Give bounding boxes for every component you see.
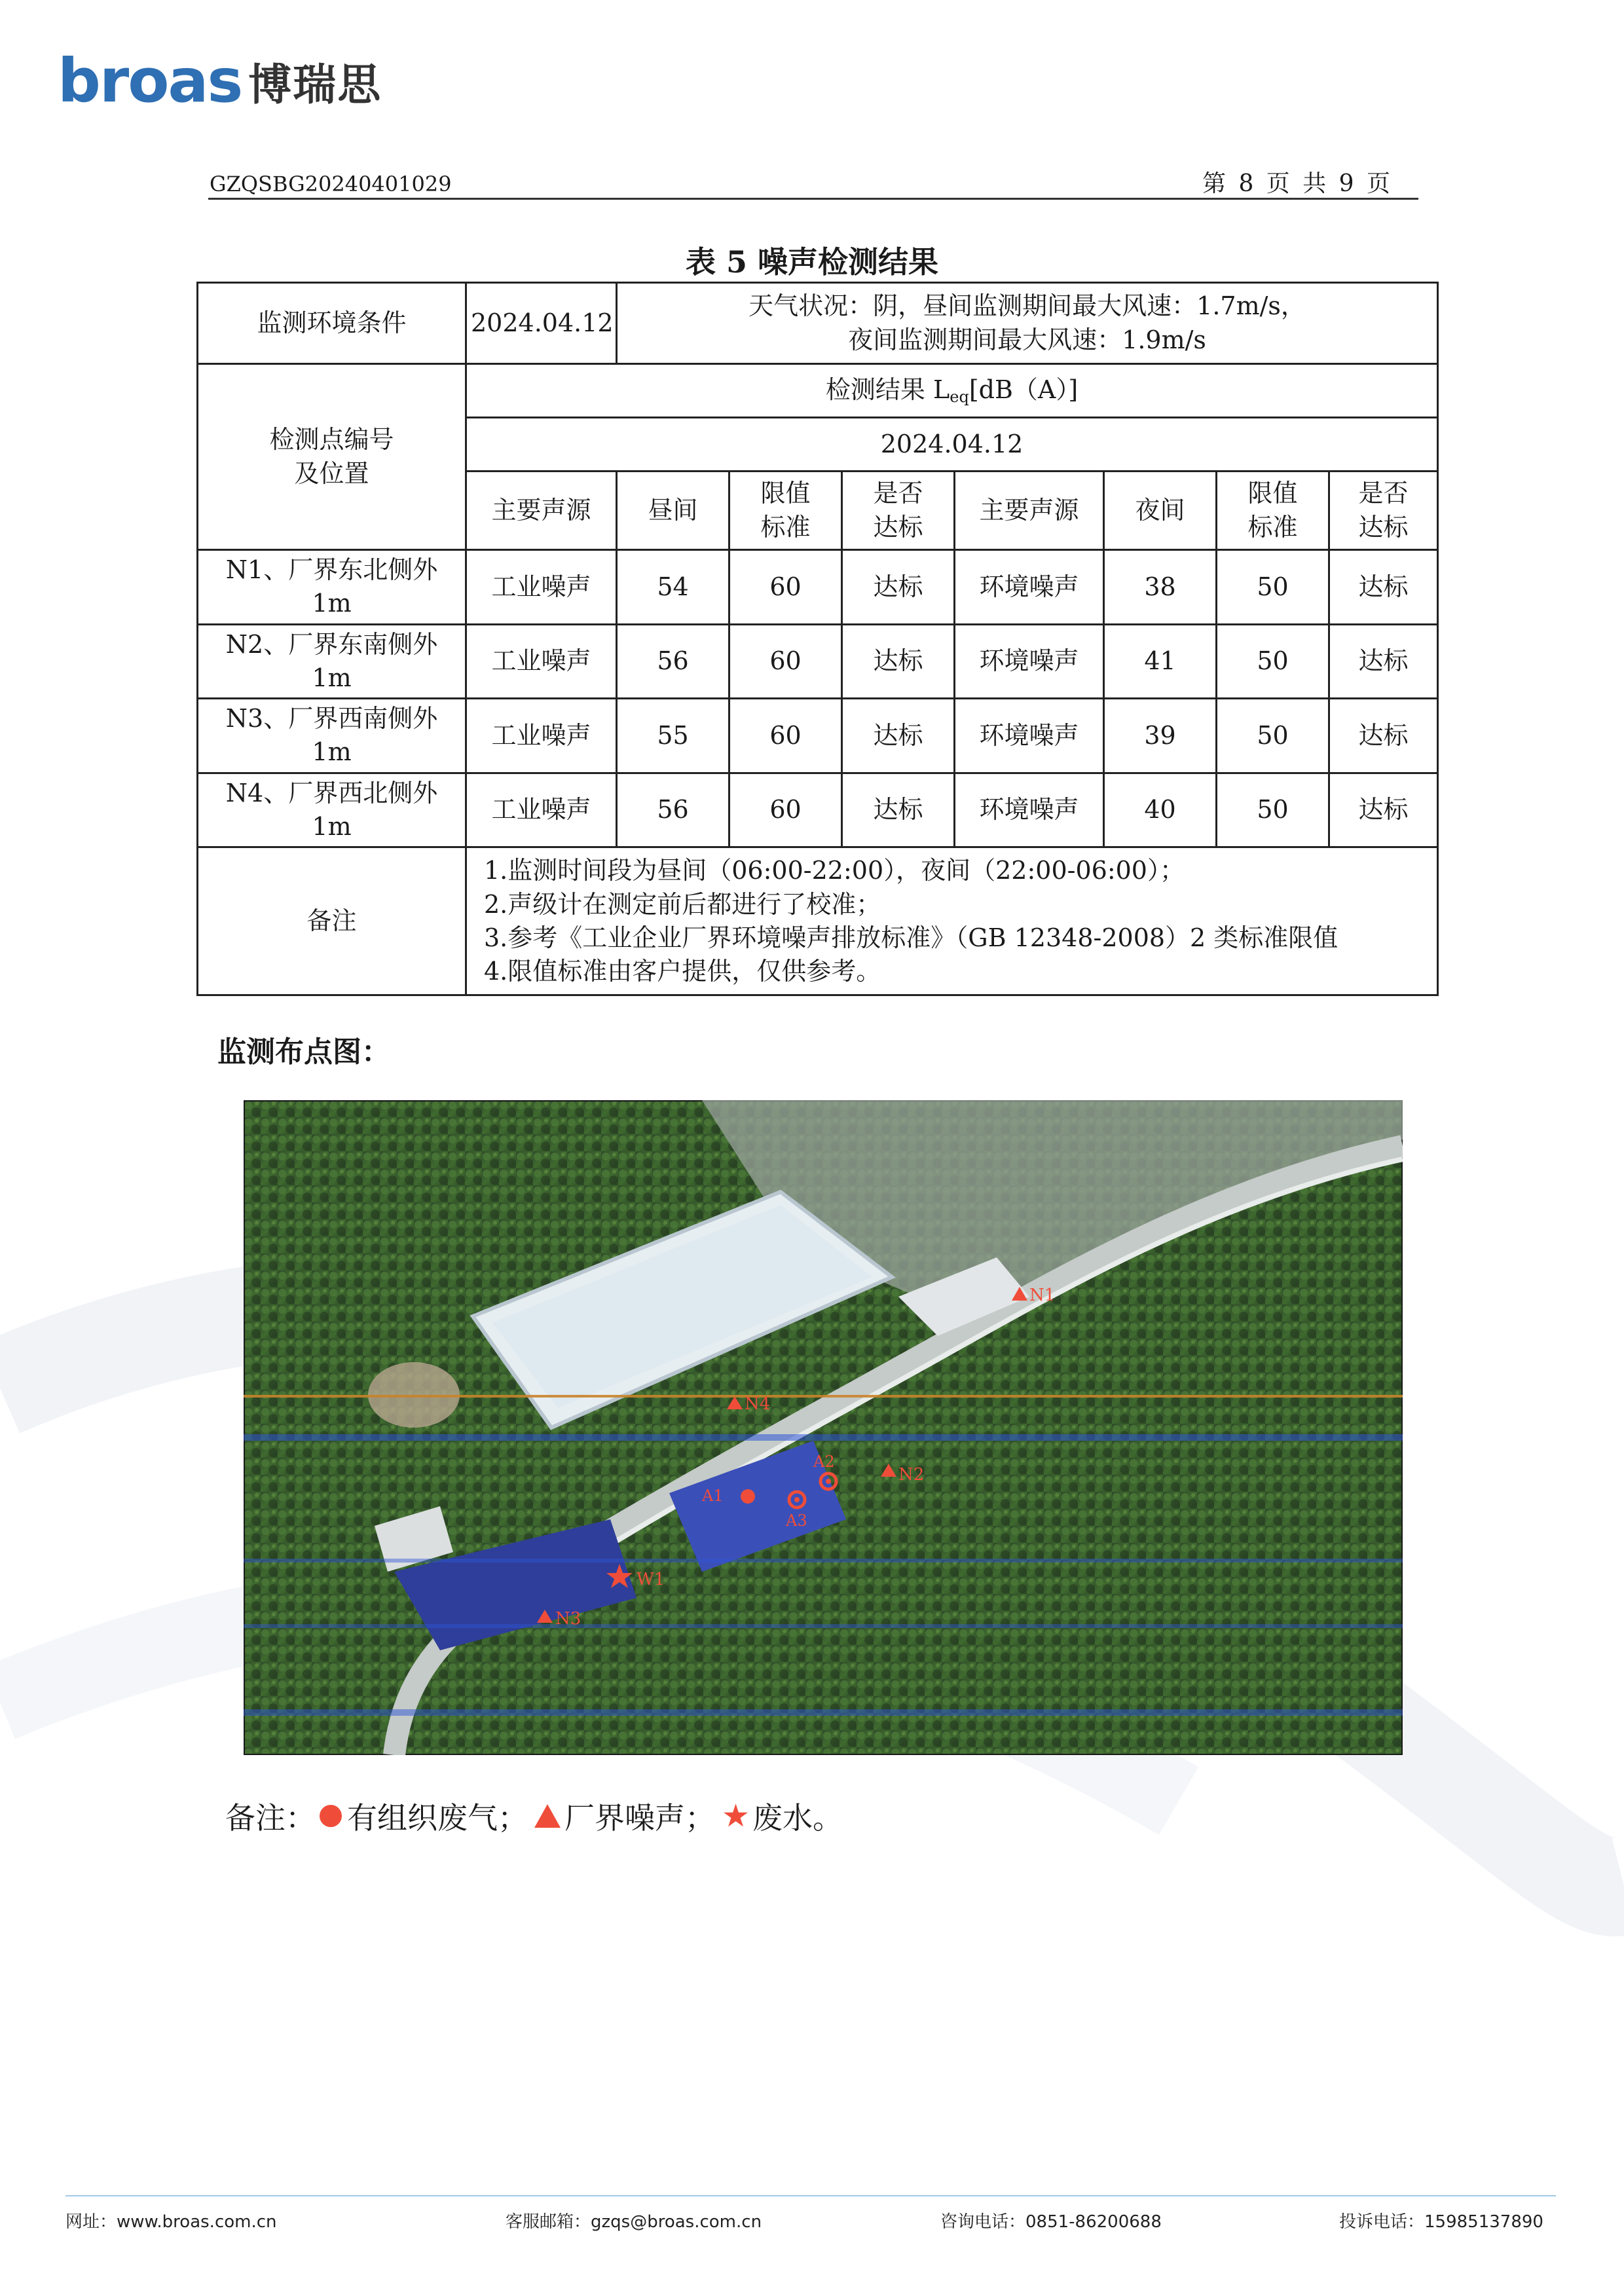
- map-legend: [225, 1794, 843, 1838]
- col-limit-day-2: 标准: [760, 512, 811, 542]
- night-value: 38: [1104, 550, 1217, 625]
- night-value: 40: [1104, 773, 1217, 847]
- meet-night-value: 达标: [1329, 624, 1438, 699]
- table-row: [198, 624, 1438, 699]
- result-header-row: [198, 364, 1438, 418]
- water-star-icon: ★: [722, 1798, 750, 1834]
- result-label-prefix: 检测结果 L: [825, 375, 950, 405]
- col-meet-night-2: 达标: [1358, 512, 1409, 542]
- col-night: 夜间: [1104, 472, 1217, 550]
- notes-cell: [466, 847, 1438, 995]
- marker-label-a3: A3: [786, 1511, 807, 1530]
- point-header-line-1: 检测点编号: [269, 425, 394, 454]
- point-distance: 1m: [312, 589, 352, 618]
- source-day-cell: 工业噪声: [466, 773, 617, 847]
- marker-label-a1: A1: [702, 1487, 724, 1505]
- marker-label-a2: A2: [813, 1453, 835, 1471]
- footer-website: 网址：www.broas.com.cn: [65, 2212, 277, 2232]
- day-value: 55: [617, 699, 729, 773]
- note-2: 2.声级计在测定前后都进行了校准；: [484, 889, 881, 919]
- monitoring-map-image: [244, 1100, 1403, 1755]
- source-night-cell: 环境噪声: [955, 699, 1104, 773]
- col-limit-day-1: 限值: [760, 479, 811, 508]
- day-value: 54: [617, 550, 729, 625]
- gas-dot-icon: [320, 1805, 342, 1827]
- marker-label-n2: N2: [898, 1465, 925, 1485]
- point-cell: [198, 624, 466, 699]
- col-meet-day-2: 达标: [873, 512, 923, 542]
- meet-night-value: 达标: [1329, 550, 1438, 625]
- logo-chinese-text: 博瑞思: [248, 60, 382, 110]
- limit-day-value: 60: [729, 624, 842, 699]
- result-header: [466, 364, 1438, 418]
- company-logo: [58, 46, 382, 116]
- point-cell: [198, 699, 466, 773]
- weather-line-2: 夜间监测期间最大风速：1.9m/s: [848, 325, 1206, 354]
- note-1: 1.监测时间段为昼间（06:00-22:00），夜间（22:00-06:00）；: [484, 856, 1185, 885]
- point-distance: 1m: [312, 737, 352, 767]
- layout-map-title: 监测布点图：: [217, 1035, 390, 1069]
- limit-day-value: 60: [729, 550, 842, 625]
- limit-night-value: 50: [1217, 699, 1329, 773]
- col-meet-night-1: 是否: [1358, 479, 1409, 508]
- legend-noise: 厂界噪声；: [564, 1800, 715, 1836]
- table-row: [198, 773, 1438, 847]
- meet-night-value: 达标: [1329, 699, 1438, 773]
- notes-row: [198, 847, 1438, 995]
- footer-email: 客服邮箱：gzqs@broas.com.cn: [506, 2212, 762, 2232]
- page-number: 第 8 页 共 9 页: [1202, 170, 1393, 197]
- legend-water: 废水。: [752, 1800, 843, 1836]
- col-source-day: 主要声源: [466, 472, 617, 550]
- notes-label: 备注: [198, 847, 466, 995]
- meet-day-value: 达标: [842, 550, 955, 625]
- marker-label-n1: N1: [1029, 1286, 1056, 1305]
- limit-day-value: 60: [729, 773, 842, 847]
- col-limit-night-1: 限值: [1247, 479, 1298, 508]
- meet-day-value: 达标: [842, 773, 955, 847]
- col-limit-night-2: 标准: [1247, 512, 1298, 542]
- result-date: 2024.04.12: [466, 418, 1438, 472]
- col-meet-day-1: 是否: [873, 479, 923, 508]
- source-night-cell: 环境噪声: [955, 773, 1104, 847]
- limit-day-value: 60: [729, 699, 842, 773]
- source-night-cell: 环境噪声: [955, 550, 1104, 625]
- legend-prefix: 备注：: [225, 1800, 316, 1836]
- limit-night-value: 50: [1217, 624, 1329, 699]
- table-row: [198, 699, 1438, 773]
- col-meet-night: [1329, 472, 1438, 550]
- point-name: N4、厂界西北侧外: [225, 778, 438, 807]
- point-cell: [198, 773, 466, 847]
- footer-complaint: 投诉电话：15985137890: [1339, 2212, 1543, 2232]
- col-day: 昼间: [617, 472, 729, 550]
- table-title: 表 5 噪声检测结果: [685, 244, 939, 280]
- point-header: [198, 364, 466, 550]
- header-divider: [208, 198, 1418, 200]
- source-night-cell: 环境噪声: [955, 624, 1104, 699]
- col-source-night: 主要声源: [955, 472, 1104, 550]
- point-name: N3、厂界西南侧外: [225, 704, 438, 733]
- col-limit-day: [729, 472, 842, 550]
- col-meet-day: [842, 472, 955, 550]
- col-limit-night: [1217, 472, 1329, 550]
- source-day-cell: 工业噪声: [466, 624, 617, 699]
- table-row: [198, 550, 1438, 625]
- day-value: 56: [617, 624, 729, 699]
- marker-label-n3: N3: [555, 1609, 581, 1629]
- env-label: 监测环境条件: [198, 283, 466, 364]
- legend-gas: 有组织废气；: [347, 1800, 528, 1836]
- weather-cell: [617, 283, 1438, 364]
- night-value: 39: [1104, 699, 1217, 773]
- note-3: 3.参考《工业企业厂界环境噪声排放标准》（GB 12348-2008）2 类标准限值: [484, 923, 1338, 952]
- document-number: GZQSBG20240401029: [210, 172, 452, 196]
- marker-label-w1: W1: [637, 1570, 665, 1589]
- point-distance: 1m: [312, 812, 352, 842]
- source-day-cell: 工业噪声: [466, 550, 617, 625]
- source-day-cell: 工业噪声: [466, 699, 617, 773]
- marker-label-n4: N4: [745, 1394, 771, 1414]
- meet-day-value: 达标: [842, 624, 955, 699]
- note-4: 4.限值标准由客户提供，仅供参考。: [484, 957, 881, 986]
- limit-night-value: 50: [1217, 773, 1329, 847]
- env-date: 2024.04.12: [466, 283, 617, 364]
- footer-phone: 咨询电话：0851-86200688: [940, 2212, 1162, 2232]
- noise-triangle-icon: [534, 1804, 561, 1828]
- point-header-line-2: 及位置: [294, 458, 369, 488]
- meet-day-value: 达标: [842, 699, 955, 773]
- footer-divider: [65, 2195, 1556, 2196]
- point-name: N2、厂界东南侧外: [225, 629, 438, 659]
- result-label-suffix: [dB（A）]: [969, 375, 1079, 405]
- point-cell: [198, 550, 466, 625]
- result-label-sub: eq: [950, 388, 969, 407]
- point-distance: 1m: [312, 663, 352, 692]
- point-name: N1、厂界东北侧外: [225, 555, 438, 584]
- meet-night-value: 达标: [1329, 773, 1438, 847]
- day-value: 56: [617, 773, 729, 847]
- night-value: 41: [1104, 624, 1217, 699]
- weather-line-1: 天气状况：阴，昼间监测期间最大风速：1.7m/s，: [748, 291, 1306, 321]
- env-row: [198, 283, 1438, 364]
- noise-results-table: [196, 282, 1439, 996]
- limit-night-value: 50: [1217, 550, 1329, 625]
- logo-latin-text: broas: [58, 46, 242, 116]
